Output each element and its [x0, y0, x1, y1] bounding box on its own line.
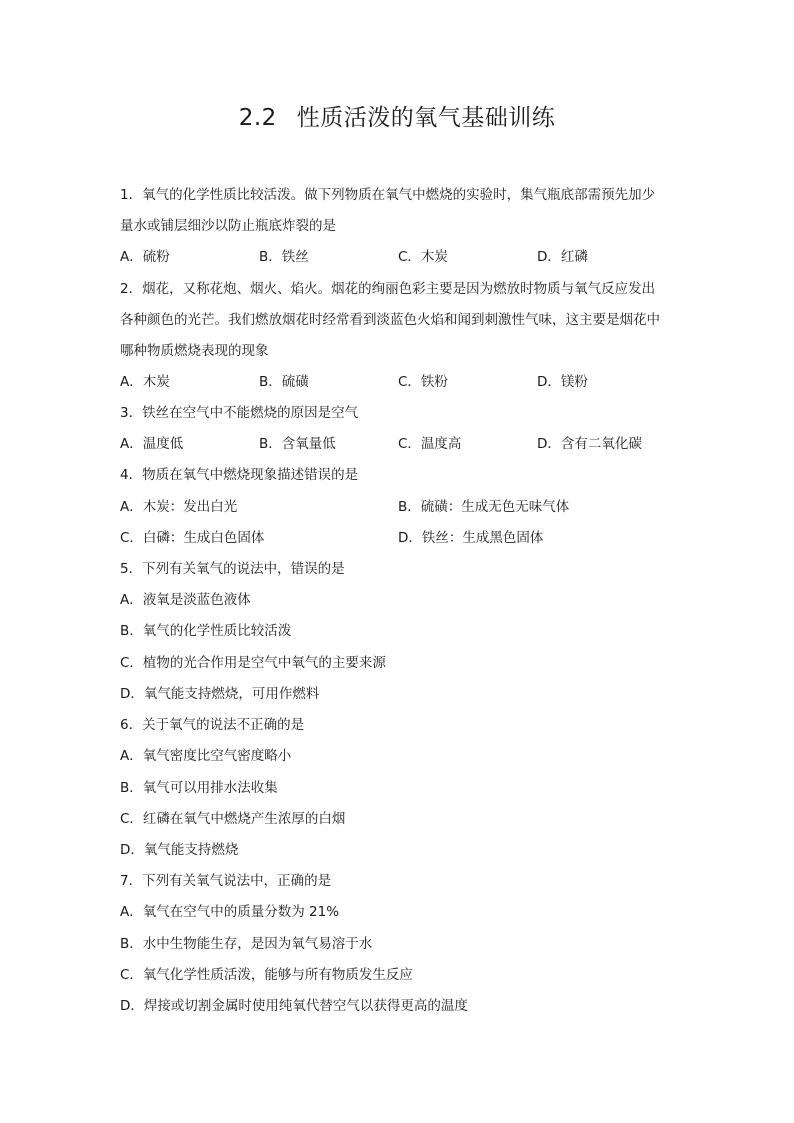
page-title: [0, 102, 794, 134]
question-3-option-d: D．含有二氧化碳: [537, 436, 642, 452]
question-4-option-b: B．硫磺：生成无色无味气体: [398, 499, 570, 515]
question-2-stem-line-2: 各种颜色的光芒。我们燃放烟花时经常看到淡蓝色火焰和闻到刺激性气味，这主要是烟花中: [120, 312, 660, 328]
question-4-stem: 4．物质在氧气中燃烧现象描述错误的是: [120, 467, 359, 483]
question-6-option-a: A．氧气密度比空气密度略小: [120, 748, 292, 764]
question-5-option-b: B．氧气的化学性质比较活泼: [120, 623, 292, 639]
question-1-option-a: A．硫粉: [120, 249, 170, 265]
question-2-stem-line-3: 哪种物质燃烧表现的现象: [120, 343, 269, 359]
question-1-stem-line-2: 量水或铺层细沙以防止瓶底炸裂的是: [120, 218, 336, 234]
question-6-stem: 6．关于氧气的说法不正确的是: [120, 717, 305, 733]
question-2-options: [120, 372, 680, 392]
question-7-option-d: D．焊接或切割金属时使用纯氧代替空气以获得更高的温度: [120, 998, 468, 1014]
question-1-option-d: D．红磷: [537, 249, 588, 265]
question-2-stem-line-1: 2．烟花，又称花炮、烟火、焰火。烟花的绚丽色彩主要是因为燃放时物质与氧气反应发出: [120, 281, 656, 297]
question-3-option-b: B．含氧量低: [259, 436, 336, 452]
question-6-option-c: C．红磷在氧气中燃烧产生浓厚的白烟: [120, 811, 346, 827]
question-3-stem: 3．铁丝在空气中不能燃烧的原因是空气: [120, 405, 359, 421]
question-7-option-b: B．水中生物能生存，是因为氧气易溶于水: [120, 936, 373, 952]
question-5-option-a: A．液氧是淡蓝色液体: [120, 592, 251, 608]
question-2-option-b: B．硫磺: [259, 374, 309, 390]
question-1-options: [120, 247, 680, 267]
question-5-stem: 5．下列有关氧气的说法中，错误的是: [120, 561, 345, 577]
question-3-option-c: C．温度高: [398, 436, 462, 452]
question-7-option-c: C．氧气化学性质活泼，能够与所有物质发生反应: [120, 967, 413, 983]
question-2-option-a: A．木炭: [120, 374, 170, 390]
question-7-option-a: A．氧气在空气中的质量分数为 21%: [120, 904, 340, 920]
question-3-options: [120, 434, 680, 454]
question-6-option-d: D．氧气能支持燃烧: [120, 842, 239, 858]
question-4-option-a: A．木炭：发出白光: [120, 499, 238, 515]
title-text: 性质活泼的氧气基础训练: [296, 105, 556, 131]
question-3-option-a: A．温度低: [120, 436, 184, 452]
question-2-option-d: D．镁粉: [537, 374, 588, 390]
question-7-stem: 7．下列有关氧气说法中，正确的是: [120, 873, 332, 889]
question-4-option-d: D．铁丝：生成黑色固体: [398, 530, 544, 546]
question-4-options-row-2: [120, 528, 680, 548]
question-6-option-b: B．氧气可以用排水法收集: [120, 780, 278, 796]
question-1-stem-line-1: 1．氧气的化学性质比较活泼。做下列物质在氧气中燃烧的实验时，集气瓶底部需预先加少: [120, 187, 656, 203]
question-4-options-row-1: [120, 497, 680, 517]
question-2-option-c: C．铁粉: [398, 374, 448, 390]
question-1-option-c: C．木炭: [398, 249, 448, 265]
question-5-option-c: C．植物的光合作用是空气中氧气的主要来源: [120, 655, 386, 671]
question-1-option-b: B．铁丝: [259, 249, 309, 265]
question-4-option-c: C．白磷：生成白色固体: [120, 530, 265, 546]
question-5-option-d: D．氧气能支持燃烧，可用作燃料: [120, 686, 320, 702]
section-number: 2.2: [238, 105, 277, 131]
